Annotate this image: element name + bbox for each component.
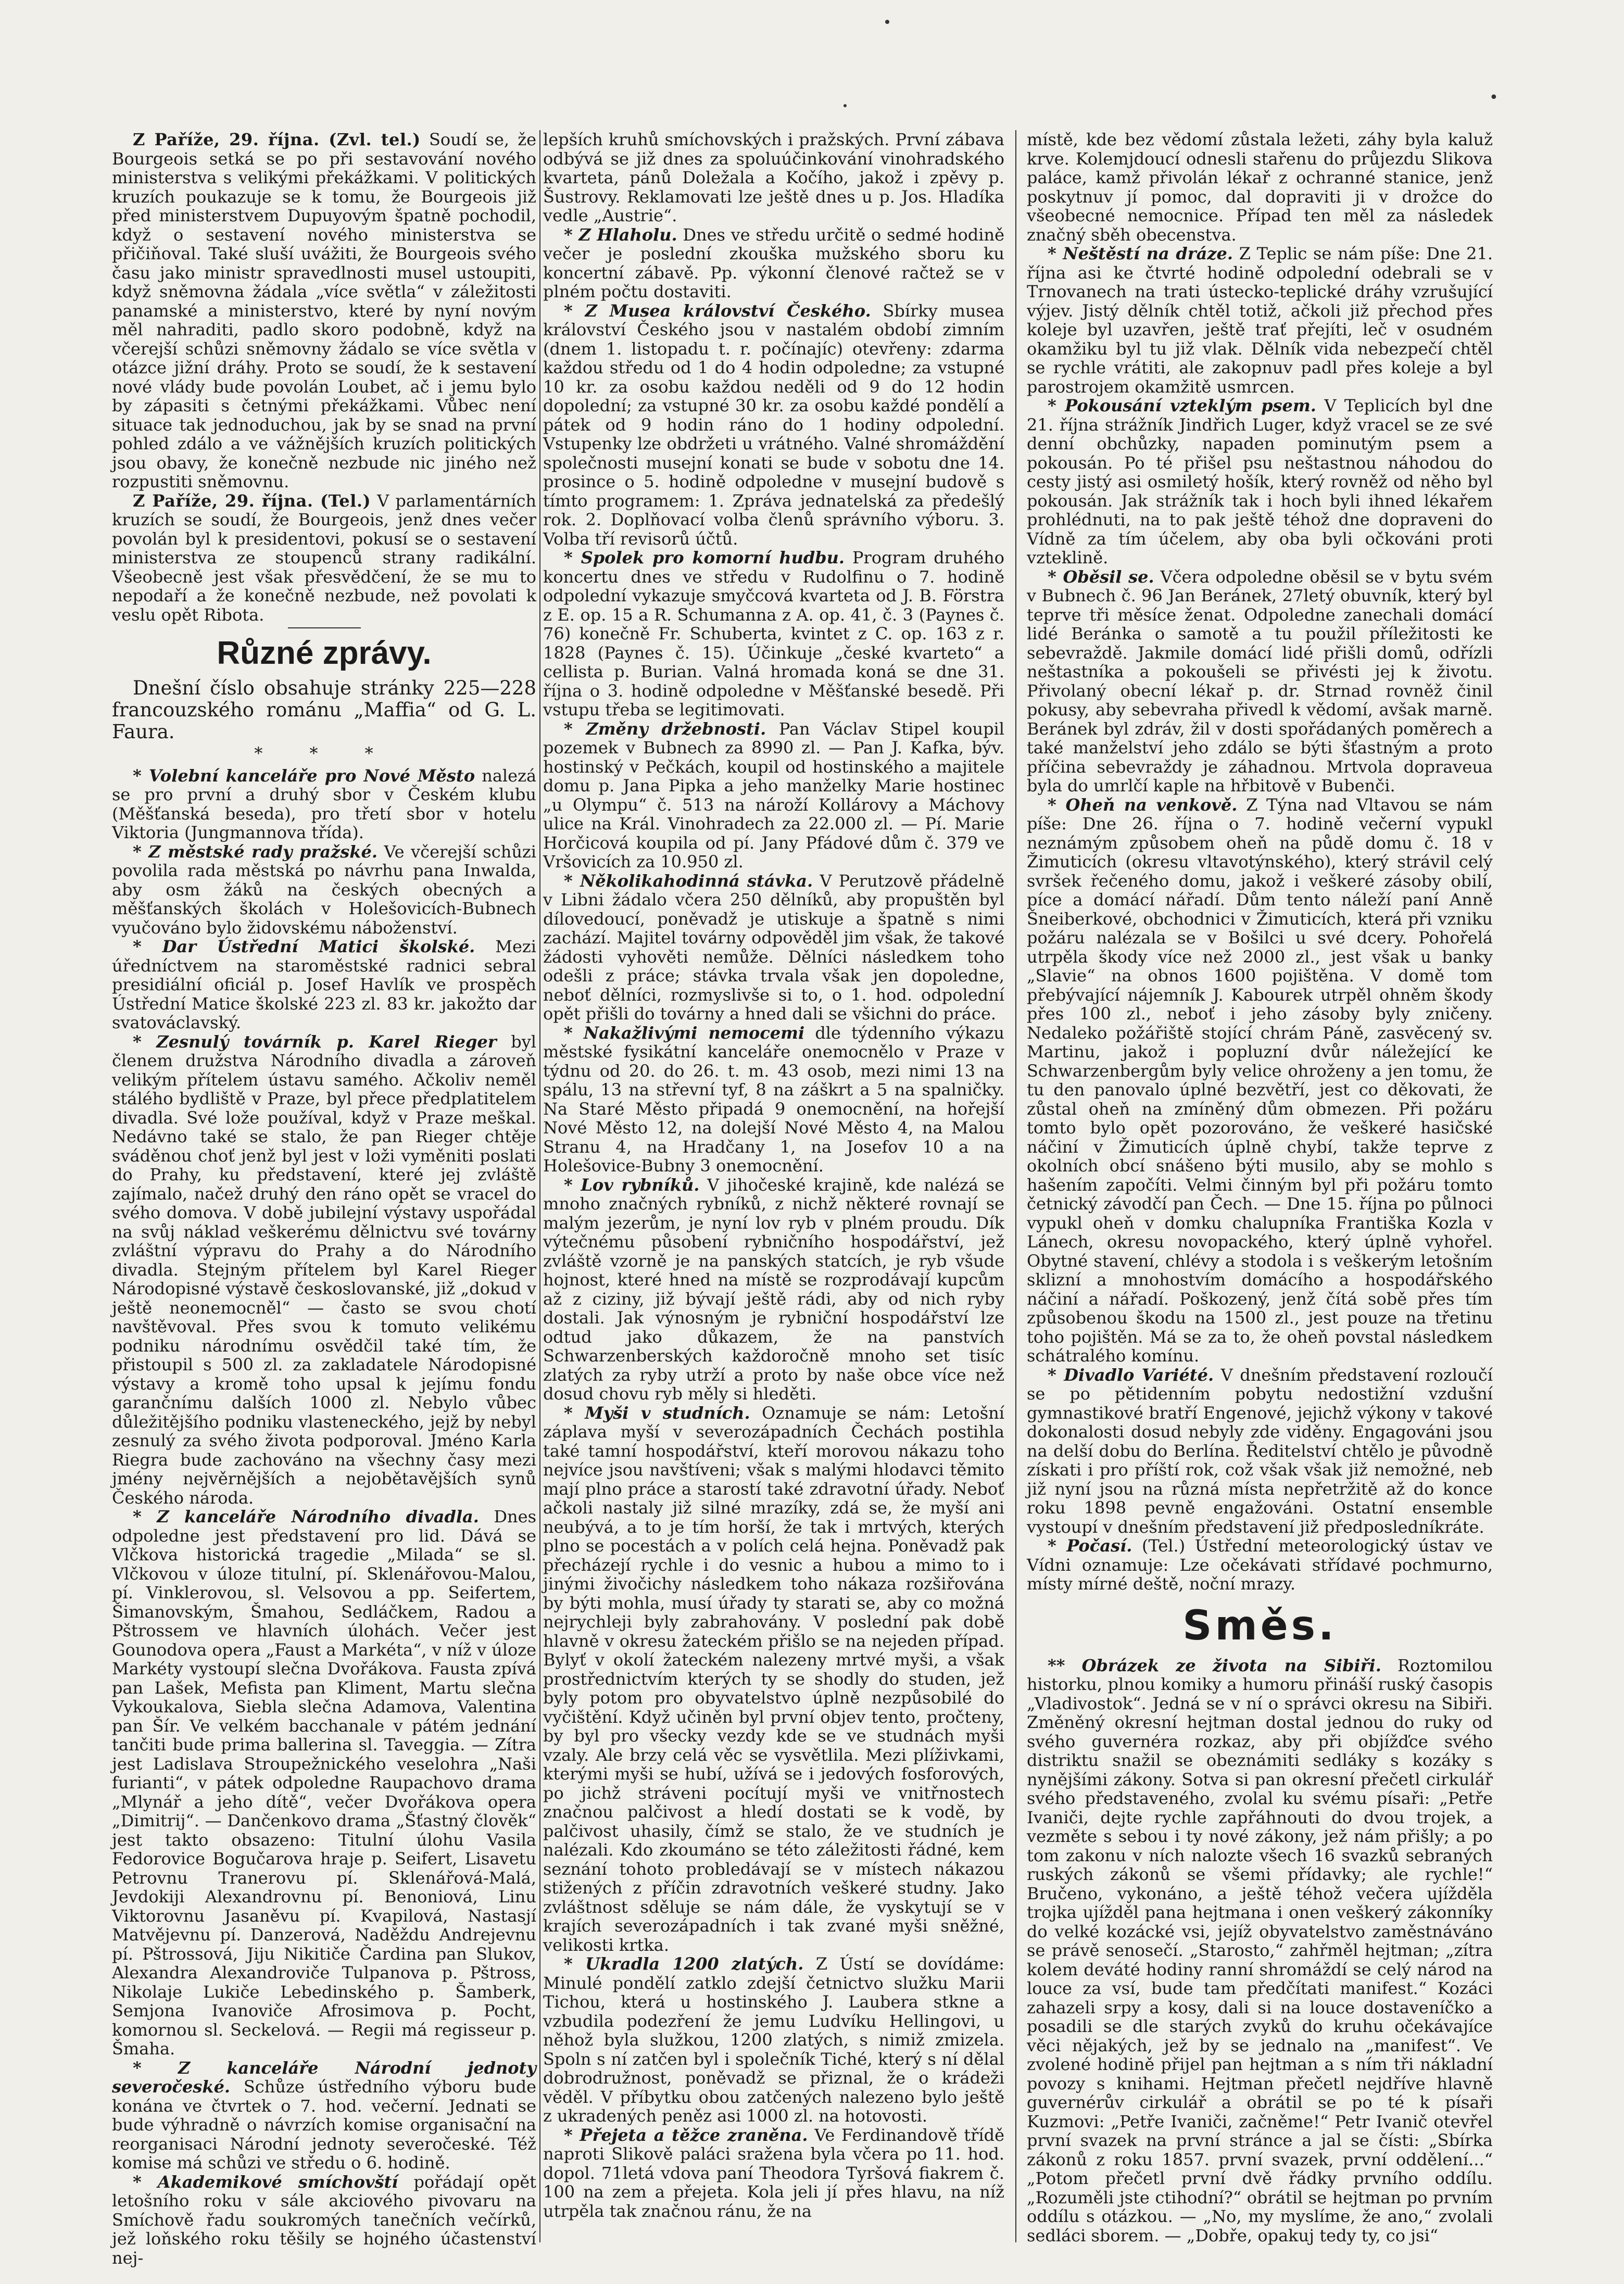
novel-notice: Dnešní číslo obsahuje stránky 225—228 francouzského románu „Maffia“ od G. L. Faura. xyxy=(112,677,536,743)
news-text: Oznamuje se nám: Letošní záplava myší v severozápadních Čechách postihla také tamní hospodářství, kteří morovou nákazu toho nejvíce jsou navštíveni; však s malými hlodavci těmito mají plno práce a starostí také zdravotní úřady. Neboť ačkoli nastaly již silné mrazíky, zdá se, že myší ani neubývá, a to je tím horší, že tak i mrtvých, kterých plno se pocestách a v polích celá hejna. Poněvadž pak přecházejí rychle i do vesnic a hubou a mimo to i jinými živočichy následkem toho nákaza rozšiřována by býti mohla, musí úřady ty starati se, aby co možná nejrychleji byly zabrahovány. V poslední pak době hlavně v okresu žateckém přišlo se na nejeden případ. Bylyť v okolí žateckém nalezeny mrtvé myši, a však prostřednictvím kterých ty se shodly do studen, jež byly potom pro obyvatelstvo úplně nezpůsobilé do vyčištění. Když učiněn byl první objev tento, pročteny, by byl pro všecky vezdy kde se ve studnách myši vzaly. Ale brzy celá věc se vysvětlila. Mezi plíživkami, kterými myši se hubí, užívá se i jedových fosforových, po jichž stráveni pocítují myši ve vnitřnostech značnou palčivost a hledí dostati se k vodě, by palčivost uhasily, čímž se stalo, že ve studních je nalézali. Kdo zkoumáno se této záležitosti řádné, kem seznání tohoto probledávají se v místech nákazou stižených z příčin zdravotních veškeré studny. Jako zvláštnost sděluje se nám dále, že vyskytují se v krajích severozápadních i tak zvané myši sněžné, velikosti krtka. xyxy=(543,1403,1005,1955)
news-text: V jihočeské krajině, kde nalézá se mnoho značných rybníků, z nichž některé rovnají se malým jezerům, je nyní lov ryb v plném proudu. Dík výtečnému působení rybničního hospodářství, jež zvláště vzorně je na panských statcích, je ryb všude hojnost, které hned na místě se rozprodávají kupcům až z ciziny, již bývají ještě rádi, aby od nich ryby dostali. Jak výnosným je rybniční hospodářství lze odtud jako důkazem, že na panstvích Schwarzenberských každoročně mnoho set tisíc zlatých za ryby utrží a proto by naše obce více než dosud chovu ryb měly si hleděti. xyxy=(543,1175,1005,1404)
news-item xyxy=(543,720,1004,872)
news-item xyxy=(543,548,1004,720)
page-mark: • xyxy=(1489,89,1499,107)
news-heading: * Zesnulý továrník p. Karel Rieger xyxy=(133,1031,497,1052)
news-heading: * Oběsil se. xyxy=(1048,566,1154,587)
column-3 xyxy=(1027,130,1493,2253)
article xyxy=(112,130,536,491)
news-heading: * Neštěstí na dráze. xyxy=(1048,244,1233,263)
news-item xyxy=(112,1507,536,2059)
news-text: Pan Václav Stipel koupil pozemek v Bubnech za 8990 zl. — Pan J. Kafka, býv. hostinský v Pečkách, koupil od hostinského a majitele domu p. Jana Pipka a jeho manželky Marie hostinec „u Olympu“ č. 513 na nároží Kollárovy a Máchovy ulice na Král. Vinohradech za 22.000 zl. — Pí. Marie Horčicová koupila od pí. Jany Pfádové dům č. 379 ve Vršovicích za 10.950 zl. xyxy=(543,718,1005,872)
news-item xyxy=(543,1404,1004,1955)
news-heading: * Z Musea království Českého. xyxy=(564,300,871,321)
news-heading: * Z městské rady pražské. xyxy=(133,841,377,862)
news-text: Dnes odpoledne jest představení pro lid. Dává se Vlčkova historická tragedie „Milada“ se sl. Vlčkovou v úloze titulní, pí. Sklenářovou-Malou, pí. Vinklerovou, sl. Velsovou a pp. Seifertem, Šimanovským, Šmahou, Sedláčkem, Radou a Pštrossem ve hlavních úlohách. Večer jest Gounodova opera „Faust a Markéta“, v níž v úloze Markéty vystoupí slečna Dvořákova. Fausta zpívá pan Lašek, Mefista pan Kliment, Martu slečna Vykoukalova, Siebla slečna Adamova, Valentina pan Šír. Ve velkém bacchanale v pátém jednání tančiti bude prima ballerina sl. Taveggia. — Zítra jest Ladislava Stroupežnického veselohra „Naši furianti“, v pátek odpoledne Raupachovo drama „Mlynář a jeho dítě“, večer Dvořákova opera „Dimitrij“. — Dančenkovo drama „Šťastný člověk“ jest takto obsazeno: Titulní úlohu Vasila Fedorovice Bogučarova hraje p. Seifert, Lisavetu Petrovnu Tranerovu pí. Sklenářová-Malá, Jevdokiji Alexandrovnu pí. Benoniová, Linu Viktorovnu Jasaněvu pí. Kvapilová, Nastasjí Matvějevnu pí. Danzerová, Naděždu Andrejevnu pí. Pštrossová, Jiju Nikitiče Čardina pan Slukov, Alexandra Alexandroviče Tulpanova p. Pštross, Nikolaje Lukiče Lebedinského p. Šamberk, Semjona Ivanoviče Afrosimova p. Pocht, komornou sl. Seckelová. — Regii má regisseur p. Šmaha. xyxy=(112,1507,537,2059)
news-heading: * Z Hlaholu. xyxy=(564,224,677,245)
news-item xyxy=(543,1024,1004,1176)
news-text: Včera odpoledne oběsil se v bytu svém v Bubnech č. 96 Jan Beránek, 27letý obuvník, který byl teprve tři měsíce ženat. Odpoledne zanechali domácí lidé Beránka o samotě a tu použil příležitosti ke sebevraždě. Jakmile domácí lidé přišli domů, odřízli neštastníka a pokoušeli se přivésti jej k životu. Přivolaný obecní lékař p. dr. Strnad rovněž činil pokusy, aby sebevraha přivedl k vědomí, avšak marně. Beránek byl zdráv, žil v dosti spořádaných poměrech a také manželství jeho zdálo se býti šťastným a proto příčina sebevraždy je záhadnou. Mrtvola dopraveua byla do umrlčí kaple na hřbitově v Bubenči. xyxy=(1027,566,1493,796)
news-text: nalezá se pro první a druhý sbor v Českém klubu (Měšťanská beseda), pro třetí sbor v hotelu Viktoria (Jungmannova třída). xyxy=(112,765,537,842)
news-item xyxy=(543,872,1004,1024)
news-item xyxy=(112,937,536,1032)
news-text: V Perutzově přádelně v Libni žádalo včera 250 dělníků, aby propuštěn byl dílovedoucí, poněvadž je utiskuje a špatně s nimi zachází. Majitel továrny odpověděl jim však, že takové žádosti vyhověti nemůže. Dělníci následkem toho odešli z práce; stávka trvala však jen dopoledne, neboť dělníci, rozmyslivše si to, o 1. hod. odpolední opět přišli do továrny a hned dali se všichni do práce. xyxy=(543,870,1005,1024)
news-item xyxy=(112,1032,536,1508)
news-heading: * Divadlo Variété. xyxy=(1048,1365,1214,1385)
section-title: Směs. xyxy=(1182,1602,1337,1649)
news-continuation: místě, kde bez vědomí zůstala ležeti, záhy byla kaluž krve. Kolemjdoucí odnesli stařenu do průjezdu Slikova paláce, kamž přivolán lékař z ochranné stanice, jenž poskytnuv jí pomoc, dal dopraviti ji v drožce do všeobecné nemocnice. Případ ten měl za následek značný sběh obecenstva. xyxy=(1027,130,1493,245)
news-text: Dnes ve středu určitě o sedmé hodině večer je poslední zkouška mužského sboru ku koncertní zábavě. Pp. výkonní členové račtež se v plném počtu dostaviti. xyxy=(543,224,1005,301)
news-heading: * Volební kanceláře pro Nové Město xyxy=(133,765,475,786)
news-item xyxy=(543,1176,1004,1404)
news-item xyxy=(112,766,536,842)
news-item xyxy=(543,225,1004,301)
news-text: byl členem družstva Národního divadla a zároveň velikým přítelem ústavu samého. Ačkoliv neměl stálého bydliště v Praze, byl přece předplatitelem divadla. Své lože používal, když v Praze meškal. Nedávno také se stalo, že pan Rieger chtěje sváděnou choť jenž byl jest v loži vyměniti poslati do Prahy, ku představení, které jej zvláště zajímalo, načež druhý den ráno opět se vracel do svého domova. V době jubilejní výstavy uspořádal na svůj náklad veškerému dělnictvu své továrny zvláštní výpravu do Prahy a do Národního divadla. Stejným přítelem byl Karel Rieger Národopisné výstavě českoslovanské, již „dokud v ještě neonemocněl“ — často se svou chotí navštěvoval. Přes svou k tomuto velikému podniku národnímu osvědčil také tím, že přistoupil s 500 zl. za zakladatele Národopisné výstavy a kromě toho upsal k jejímu fondu garančnímu dalších 1000 zl. Nebylo vůbec důležitějšího podniku vlasteneckého, jejž by nebyl zesnulý za svého života podporoval. Jméno Karla Riegra bude zachováno na všechny časy mezi jmény nejvěrnějších a nejobětavějších synů Českého národa. xyxy=(112,1031,536,1508)
news-item xyxy=(543,301,1004,549)
news-heading: * Akademikové smíchovští xyxy=(133,2172,398,2192)
news-text: Z Týna nad Vltavou se nám píše: Dne 26. října o 7. hodině večerní vypukl neznámým způsobem oheň na půdě domu č. 18 v Žimuticích (okresu vltavotýnského), který strávil celý svršek řečeného domu, jakož i veškeré zásoby obilí, píce a domácí nářadí. Dům tento náleží paní Anně Šneiberkové, obchodnici v Žimuticích, která při vzniku požáru nalézala se v Bošilci u své dcery. Pohořelá utrpěla škody více než 2000 zl., jest však u banky „Slavie“ na obnos 1600 pojištěna. V domě tom přebývající nájemník J. Kabourek utrpěl ohněm škody přes 100 zl., neboť i jeho zásoby byly zničeny. Nedaleko požářiště stojící chrám Páně, zasvěcený sv. Martinu, jakož i popluzní dvůr náležející ke Schwarzenbergům byly velice ohroženy a jen tomu, že tu den panovalo úplné bezvětří, jest co děkovati, že zůstal oheň na zmíněný dům obmezen. Při požáru tomto bylo opět pozorováno, že veškeré hasičské náčiní v Žimuticích úplně chybí, takže teprve z okolních obcí snášeno býti musilo, aby se mohlo s hašením započíti. Velmi činným byl při požáru tomto četnický závodčí pan Čech. — Dne 15. října po půlnoci vypukl oheň v domku chalupníka Františka Kozla v Lánech, okresu novopackého, který úplně vyhořel. Obytné stavení, chlévy a stodola i s veškerým letošním sklizní a mnohostvím domácího a hospodářského náčiní a nářadí. Poškozený, jenž čítá sobě přes tím způsobenou škodu na 1500 zl., jest pouze na třetinu toho pojištěn. Má se za to, že oheň povstal následkem schátralého komínu. xyxy=(1027,794,1493,1366)
news-item xyxy=(112,842,536,938)
column-rule xyxy=(1015,130,1016,2242)
news-item xyxy=(112,2059,536,2173)
news-item xyxy=(1027,1656,1493,2245)
article-heading: Z Paříže, 29. října. (Tel.) xyxy=(133,490,371,511)
stars-separator: * * * xyxy=(254,743,394,763)
news-item xyxy=(1027,567,1493,796)
news-item xyxy=(1027,796,1493,1366)
news-text: Sbírky musea království Českého jsou v nastalém období zimním (dnem 1. listopadu t. r. počínajíc) otevřeny: zdarma každou středu od 1 do 4 hodin odpoledne; za vstupné 10 kr. za osobu každou neděli od 9 do 12 hodin dopolední; za vstupné 30 kr. za osobu každé pondělí a pátek od 9 hodin ráno do 1 hodiny odpolední. Vstupenky lze obdržeti u vrátného. Valné shromáždění společnosti musejní konati se bude v sobotu dne 14. prosince o 5. hodině odpoledne v musejní budově s tímto programem: 1. Zpráva jednatelská za předešlý rok. 2. Doplňovací volba členů správního výboru. 3. Volba tří revisorů účtů. xyxy=(543,300,1005,549)
news-text: pořádají opět letošního roku v sále akciového pivovaru na Smíchově řadu soukromých tanečních večírků, jež loňského roku těšily se hojného účastenství nej- xyxy=(112,2172,536,2268)
article-text: Soudí se, že Bourgeois setká se po při sestavování nového ministerstva s velikými překážkami. V politických kruzích poukazuje se k tomu, že Bourgeois již před ministerstvem Dupuyovým špatně pochodil, když o sestavení nového ministerstva se přičiňoval. Také sluší uvážiti, že Bourgeois svého času jako ministr spravedlnosti musel ustoupiti, když sněmovna žádala „více světla“ v záležitosti panamské a ministerstvo, které by nyní novým měl nahraditi, padlo skoro podobně, když na včerejší schůzi sněmovny žádalo se více světla v otázce jižní dráhy. Proto se soudí, že k sestavení nové vlády bude povolán Loubet, ač i jemu bylo by zápasiti s četnými překážkami. Vůbec není situace tak jednoduchou, jak by se snad na první pohled zdálo a ve vážnějších kruzích politických jsou obavy, že konečně nezbude nic jiného než rozpustiti sněmovnu. xyxy=(112,130,537,491)
news-text: Program druhého koncertu dnes ve středu v Rudolfinu o 7. hodině odpolední vykazuje smyčcová kvarteta od J. B. Förstra z E. op. 15 a R. Schumanna z A. op. 41, č. 3 (Paynes č. 76) konečně Fr. Schuberta, kvintet z C. op. 163 z r. 1828 (Paynes č. 15). Účinkuje „české kvarteto“ a cellista p. Burian. Valná hromada koná se dne 31. října o 3. hodině odpoledne v Měšťanské besedě. Při vstupu třeba se legitimovati. xyxy=(543,548,1005,720)
article-heading: Z Paříže, 29. října. (Zvl. tel.) xyxy=(133,130,421,149)
news-text: V Teplicích byl dne 21. října strážník Jindřich Luger, když vracel se ze své denní obchůzky, napaden pominutým psem a pokousán. Po té přišel psu neštastnou náhodou do cesty jistý asi osmiletý hošík, který rovněž od něho byl pokousán. Jak strážník tak i hoch byli ihned lékařem prohlédnuti, na to pak ještě téhož dne dopraveni do Vídně za tím účelem, aby oba byli očkováni proti vzteklině. xyxy=(1027,396,1493,567)
article-text: V parlamentárních kruzích se soudí, že Bourgeois, jenž dnes večer povolán byl k presidentovi, pokusí se o sestavení ministerstva ze stoupenců strany radikální. Všeobecně jest však přesvědčení, že se mu to nepodaří a že konečně nezbude, než povolati k veslu opět Ribota. xyxy=(112,490,536,625)
news-heading: * Ukradla 1200 zlatých. xyxy=(564,1954,804,1974)
news-heading: * Změny držebnosti. xyxy=(564,718,766,739)
news-item xyxy=(1027,1536,1493,1594)
news-item xyxy=(1027,396,1493,567)
news-text: Ve Ferdinandově třídě naproti Slikově paláci sražena byla včera po 11. hod. dopol. 71letá vdova paní Theodora Tyršová fiakrem č. 100 na zem a přejeta. Kola jeli jí přes hlavu, na níž utrpěla tak značnou ránu, že na xyxy=(543,2125,1005,2221)
news-heading: * Několikahodinná stávka. xyxy=(564,870,813,891)
news-item xyxy=(1027,1366,1493,1537)
column-rule xyxy=(539,130,540,2242)
news-item xyxy=(112,2173,536,2268)
news-heading: * Z kanceláře Národního divadla. xyxy=(133,1507,479,1526)
news-text: (Tel.) Ústřední meteorologický ústav ve Vídni oznamuje: Lze očekávati střídavé pochmurno, místy mírné deště, noční mrazy. xyxy=(1027,1536,1493,1594)
news-heading: * Oheň na venkově. xyxy=(1048,794,1238,815)
divider xyxy=(288,627,361,628)
news-heading: * Nakažlivými nemocemi xyxy=(564,1023,805,1043)
column-2 xyxy=(543,130,1004,2253)
news-heading: * Lov rybníků. xyxy=(564,1175,700,1195)
news-item xyxy=(543,2126,1004,2221)
news-text: Z Teplic se nám píše: Dne 21. října asi ke čtvrté hodině odpolední odebrali se v Trnovanech na trati ústecko-teplické dráhy vzrušující výjev. Jistý dělník chtěl totiž, ačkoli již přechod přes koleje byl uzavřen, ještě trať přejíti, leč v osudném okamžiku byl tu již vlak. Dělník vida nebezpečí chtěl se rychle vrátiti, ale zakopnuv padl přes koleje a byl parostrojem okamžitě usmrcen. xyxy=(1027,244,1493,397)
article xyxy=(112,491,536,625)
news-text: Mezi úředníctvem na staroměstské radnici sebral presidiální oficiál p. Josef Havlík ve prospěch Ústřední Matice školské 223 zl. 83 kr. jakožto dar svatováclavský. xyxy=(112,937,537,1032)
news-heading: * Dar Ústřední Matici školské. xyxy=(133,937,475,956)
news-heading: ** Obrázek ze života na Sibiři. xyxy=(1048,1655,1381,1675)
news-continuation: lepších kruhů smíchovských i pražských. První zábava odbývá se již dnes za spoluúčinkování vinohradského kvarteta, pánů Doležala a Kočího, jakož i zpěvy p. Šustrovy. Reklamovati lze ještě dnes u p. Jos. Hladíka vedle „Austrie“. xyxy=(543,130,1004,225)
print-speck xyxy=(844,104,847,107)
news-item xyxy=(1027,244,1493,396)
news-text: Z Ústí se dovídáme: Minulé pondělí zatklo zdejší četnictvo služku Marii Tichou, která u hostinského J. Laubera stkne a vzbudila podezření že jemu Ludvíku Hellingovi, u něhož byla služkou, 1200 zlatých, s nimiž zmizela. Spoln s ní zatčen byl i společník Tiché, který s ní dělal dobrodružnost, poněvadž se přiznal, že o krádeži věděl. V příbytku obou zatčených nalezeno bylo ještě z ukradených peněz asi 1000 zl. na hotovosti. xyxy=(543,1954,1005,2126)
news-heading: * Počasí. xyxy=(1048,1536,1132,1556)
print-speck xyxy=(885,20,889,24)
news-heading: * Spolek pro komorní hudbu. xyxy=(564,548,845,567)
news-item xyxy=(543,1954,1004,2126)
news-text: Ve včerejší schůzi povolila rada městská po návrhu pana Inwalda, aby osm žáků na českých obecných a měšťanských školách v Holešovicích-Bubnech vyučováno bylo židovskému náboženství. xyxy=(112,841,537,938)
section-title: Různé zprávy. xyxy=(217,635,432,671)
news-text: V dnešním představení rozloučí se po pětidenním pobytu nedostižní vzdušní gymnastikové bratří Engenové, jejichž výkony v takové dokonalosti dosud nebyly zde viděny. Engagováni jsou na delší dobu do Berlína. Ředitelství chtělo je původně získati i pro příští rok, což však však již nemožné, neb již nyní jsou na různá místa nepřetržitě až do konce roku 1898 pevně engažováni. Ostatní ensemble vystoupí v dnešním představení již předposledníkráte. xyxy=(1027,1365,1493,1537)
news-heading: * Přejeta a těžce zraněna. xyxy=(564,2125,808,2145)
news-heading: * Z kanceláře Národní jednoty severočeské. xyxy=(112,2058,536,2097)
news-heading: * Myši v studních. xyxy=(564,1403,750,1423)
column-1 xyxy=(112,130,537,2268)
news-text: Roztomilou historku, plnou komiky a humoru přináší ruský časopis „Vladivostok“. Jedná se v ní o správci okresu na Sibiři. Změněný okresní hejtman dostal jednou do ruky od svého guvernéra rozkaz, aby při objížďce svého distriktu snažil se obeznámiti sedláky s kozáky s nynějšími zákony. Sotva si pan okresní přečetl cirkulář svého představeného, zvolal ku svému písaři: „Petře Ivaniči, dejte rychle zapřáhnouti do dvou trojek, a vezměte s sebou i ty nové zákony, jež nám přišly; a po tom zakonu v ních nalozte všech 16 svazků sebraných ruských zákonů se všemi přídavky; ale rychle!“ Bručeno, vykonáno, a ještě téhož večera ujížděla trojka ujížděl pana hejtmana i onen veškerý zákonníky do velké kozácké vsi, jejíž obyvatelstvo zaměstnáváno se právě senosečí. „Starosto,“ zahřměl hejtman; „zítra kolem deváté hodiny ranní shromáždí se celý národ na louce za vsí, bude tam předčítati manifest.“ Kozáci zahazeli srpy a kosy, dali si na louce dostaveníčko a posadili se dle starých zvyků do kruhu očekávajíce věci nějakých, jež by se jednalo na „manifest“. Ve zvolené hodině přijel pan hejtman a s ním tři nákladní povozy s knihami. Hejtman přečetl nejdříve hlavně guvernérův cirkulář a obrátil se po té k písaři Kuzmovi: „Petře Ivaniči, začněme!“ Petr Ivanič otevřel první svazek na první stránce a jal se čísti: „Sbírka zákonů z roku 1857. první svazek, první oddělení...“ „Potom přečetl první dvě řádky prvního oddílu. „Rozuměli jste ctihodní?“ obrátil se hejtman po prvním oddílu s otázkou. — „No, my myslíme, že ano,“ zvolali sedláci sborem. — „Dobře, opakuj tedy ty, co jsi“ xyxy=(1027,1655,1493,2245)
news-heading: * Pokousání vzteklým psem. xyxy=(1048,396,1316,415)
news-text: Schůze ústředního výboru bude konána ve čtvrtek o 7. hod. večerní. Jednati se bude výhradně o návrzích komise organisační na reorganisaci Národní jednoty severočeské. Též komise má schůzi ve středu o 6. hodině. xyxy=(112,2077,537,2173)
news-text: dle týdenního výkazu městské fysikátní kanceláře onemocnělo v Praze v týdnu od 20. do 26. t. m. 43 osob, mezi nimi 13 na spálu, 13 na střevní tyf, 8 na záškrt a 5 na spalničky. Na Staré Město připadá 9 onemocnění, na hořejší Nové Město 12, na dolejší Nové Město 4, na Malou Stranu 4, na Hradčany 1, na Josefov 10 a na Holešovice-Bubny 3 onemocnění. xyxy=(543,1023,1004,1176)
